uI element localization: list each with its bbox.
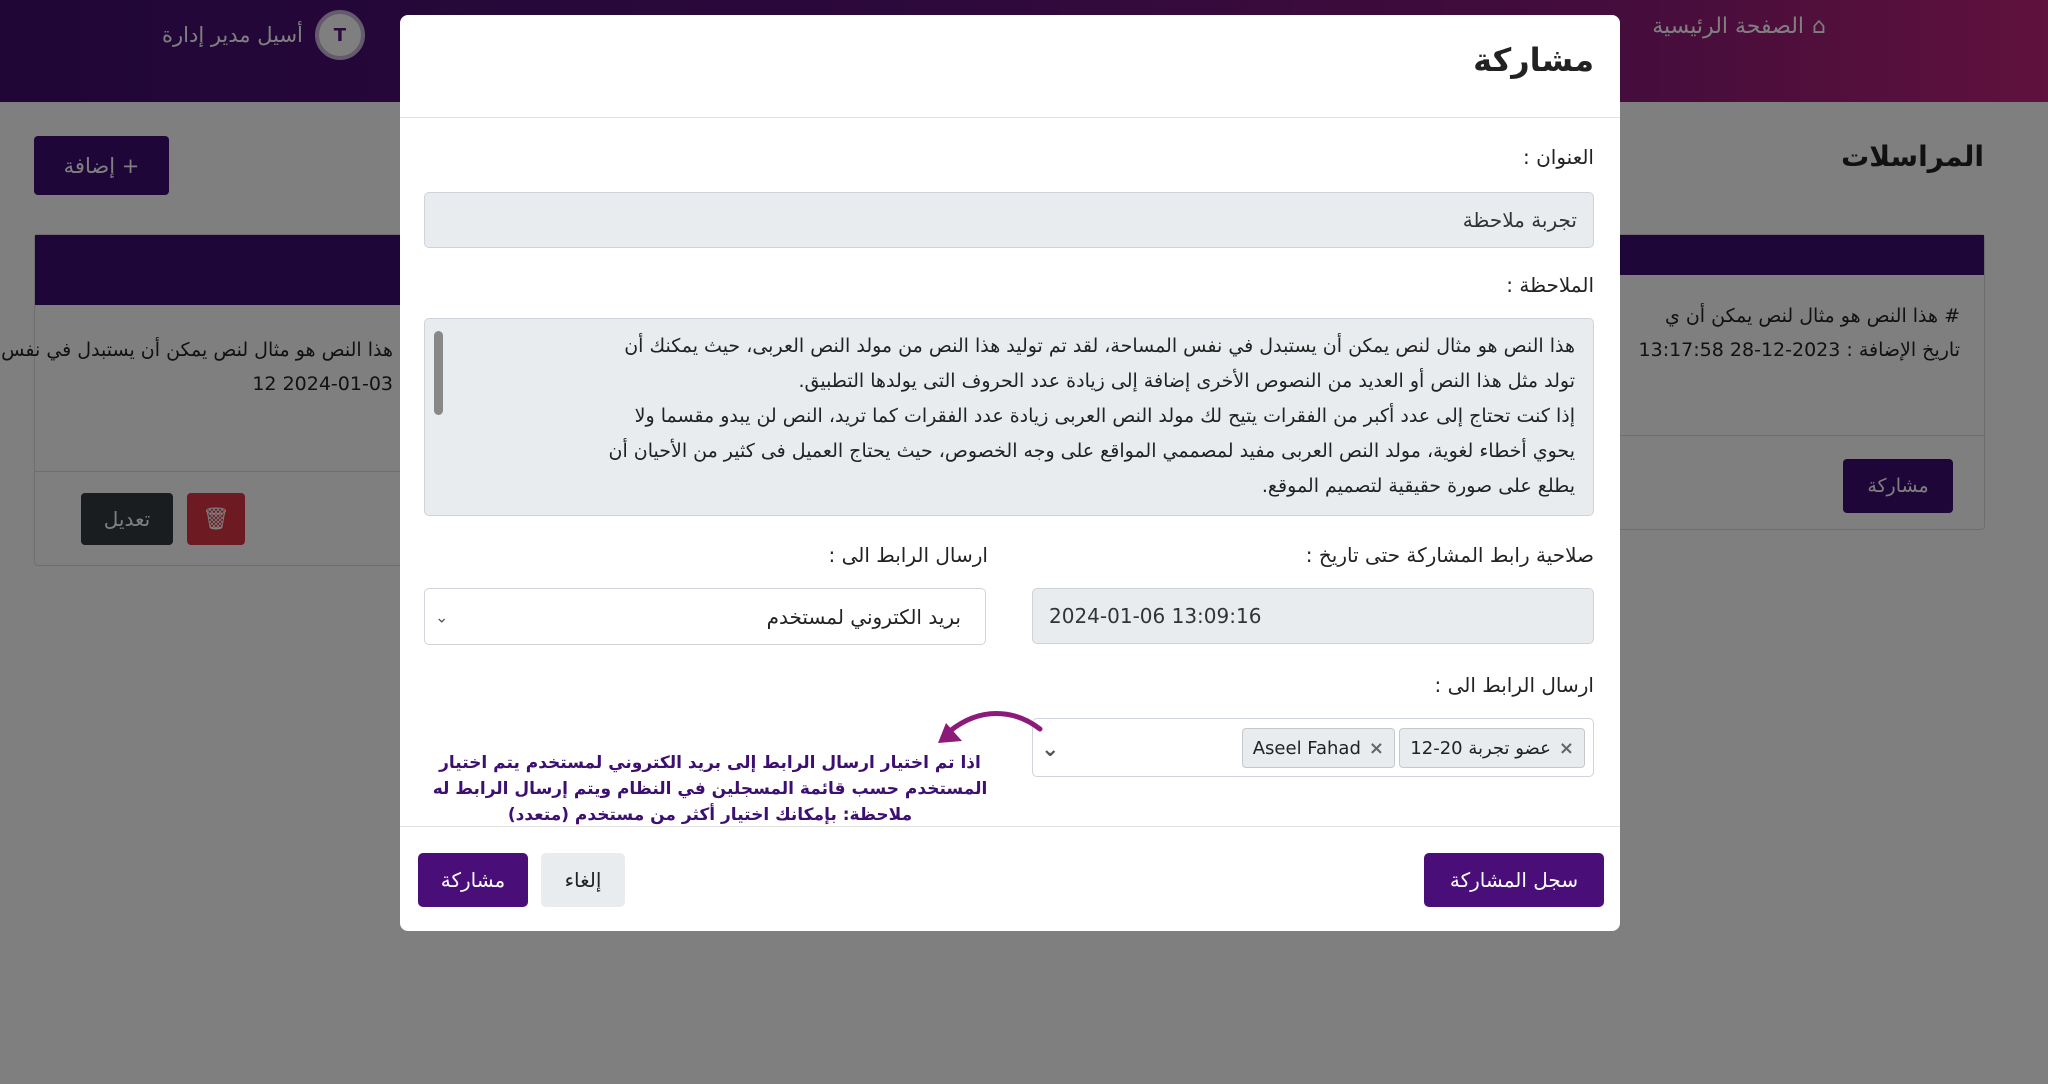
title-label: العنوان : xyxy=(1522,145,1594,169)
recipients-hint: اذا تم اختيار ارسال الرابط إلى بريد الكتروني لمستخدم يتم اختيار المستخدم حسب قائمة المسجلين في النظام ويتم إرسال الرابط له ملاحظة: بإمكانك اختيار أكثر من مستخدم (متعدد) xyxy=(432,753,988,825)
chevron-down-icon: ⌄ xyxy=(435,607,449,626)
recipient-tag xyxy=(1242,728,1395,768)
title-input[interactable]: تجربة ملاحظة xyxy=(424,192,1594,248)
modal-title: مشاركة xyxy=(1473,41,1594,79)
modal-header xyxy=(400,15,1620,118)
recipient-tag xyxy=(1399,728,1585,768)
chevron-down-icon[interactable]: ⌄ xyxy=(1041,737,1060,762)
note-label: الملاحظة : xyxy=(1506,273,1594,297)
remove-tag-icon[interactable]: × xyxy=(1558,737,1574,759)
recipients-label: ارسال الرابط الى : xyxy=(1434,673,1594,697)
recipients-multiselect[interactable] xyxy=(1032,718,1594,777)
share-submit-button[interactable]: مشاركة xyxy=(418,853,528,907)
expiry-date-input[interactable]: 2024-01-06 13:09:16 xyxy=(1032,588,1594,644)
note-text: هذا النص هو مثال لنص يمكن أن يستبدل في نفس المساحة، لقد تم توليد هذا النص من مولد النص العربى، حيث يمكنك أن تولد مثل هذا النص أو العديد من النصوص الأخرى إضافة إلى زيادة عدد الحروف التى يولدها التطبيق. إذا كنت تحتاج إلى عدد أكبر من الفقرات يتيح لك مولد النص العربى زيادة عدد الفقرات كما تريد، النص لن يبدو مقسما ولا يحوي أخطاء لغوية، مولد النص العربى مفيد لمصممي المواقع على وجه الخصوص، حيث يحتاج العميل فى كثير من الأحيان أن يطلع على صورة حقيقية لتصميم الموقع. xyxy=(608,335,1575,497)
send-to-select[interactable] xyxy=(424,588,986,645)
recipient-tag-label: عضو تجربة 20-12 xyxy=(1410,737,1551,759)
recipient-tag-label: Aseel Fahad xyxy=(1252,737,1361,759)
send-to-label: ارسال الرابط الى : xyxy=(828,543,988,567)
textarea-scrollbar[interactable] xyxy=(427,321,447,513)
send-to-value: بريد الكتروني لمستخدم xyxy=(766,604,961,629)
expiry-label: صلاحية رابط المشاركة حتى تاريخ : xyxy=(1305,543,1594,567)
scroll-thumb[interactable] xyxy=(434,331,443,415)
remove-tag-icon[interactable]: × xyxy=(1368,737,1384,759)
share-log-button[interactable]: سجل المشاركة xyxy=(1424,853,1604,907)
modal-footer xyxy=(400,826,1620,931)
note-textarea[interactable] xyxy=(424,318,1594,516)
cancel-button[interactable]: إلغاء xyxy=(541,853,625,907)
share-modal xyxy=(400,15,1620,931)
